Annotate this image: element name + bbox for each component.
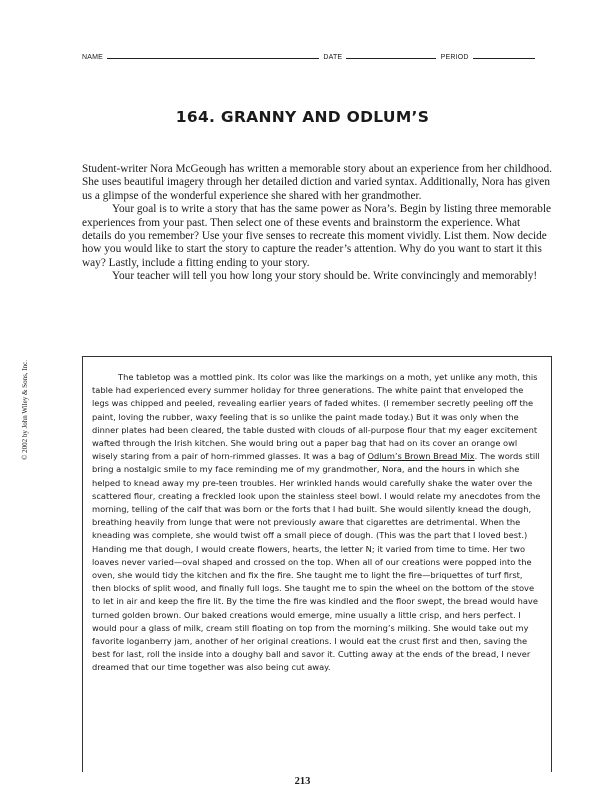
- period-line[interactable]: [473, 58, 535, 59]
- intro-paragraph-2: Your goal is to write a story that has the same power as Nora’s. Begin by listing three memorable experiences from your past. Then select one of these events and brainstorm the experience. What details do you remember? Use your five senses to recreate this moment vividly. List them. Now decide how you would like to start the story to capture the reader’s attention. Why do you want to start it this way? Lastly, include a fitting ending to your story.: [82, 203, 552, 269]
- student-story: [92, 371, 542, 675]
- intro-paragraph-1: Student-writer Nora McGeough has written a memorable story about an experience from her childhood. She uses beautiful imagery through her detailed diction and varied syntax. Additionally, Nora has given us a glimpse of the wonderful experience she shared with her grandmother.: [82, 163, 552, 202]
- name-label: NAME: [82, 54, 104, 61]
- period-label: PERIOD: [440, 54, 469, 61]
- story-part-1: The tabletop was a mottled pink. Its color was like the markings on a moth, yet unlike any moth, this table had experienced every summer holiday for three generations. The white paint that enveloped the legs was chipped and peeled, revealing earlier years of faded whites. (I remember secretly peeling off the paint, loving the rubber, waxy feeling that is so unlike the paint made today.) But it was only when the dinner plates had been cleared, the table dusted with clouds of all-purpose flour that my eager excitement wafted through the Irish kitchen. She would bring out a paper bag that had on its cover an orange owl wisely staring from a pair of horn-rimmed glasses. It was a bag of: [92, 372, 538, 462]
- name-line[interactable]: [107, 58, 319, 59]
- page-number: 213: [294, 776, 311, 787]
- story-box: [82, 356, 552, 772]
- header-fields: [82, 54, 552, 61]
- intro-paragraph-3: Your teacher will tell you how long your story should be. Write convincingly and memorably!: [112, 270, 538, 283]
- brand-name: Odlum’s Brown Bread Mix: [367, 451, 475, 462]
- intro-text: [82, 163, 552, 284]
- date-label: DATE: [323, 54, 343, 61]
- story-part-2: . The words still bring a nostalgic smile to my face reminding me of my grandmother, Nora, and the hours in which she helped to knead away my pre-teen troubles. Her wrinkled hands would carefully shake the water over the scattered flour, creating a freckled look upon the stainless steel bowl. I would relate my anecdotes from the morning, telling of the calf that was born or the forts that I had built. She would silently knead the dough, breathing heavily from lunge that were not previously aware that cigarettes are detrimental. When the kneading was complete, she would twist off a small piece of dough. (This was the part that I loved best.) Handing me that dough, I would create flowers, hearts, the letter N; it varied from time to time. Her two loaves never varied—oval shaped and crossed on the top. When all of our creations were popped into the oven, she would tidy the kitchen and fix the fire. She taught me to light the fire—briquettes of turf first, then blocks of split wood, and finally full logs. She taught me to spin the wheel on the bottom of the stove to let in air and keep the fire lit. By the time the fire was kindled and the floor swept, the bread would have turned golden brown. Our baked creations would emerge, mine usually a little crisp, and hers perfect. I would pour a glass of milk, cream still floating on top from the morning’s milking. She would take out my favorite loganberry jam, another of her original creations. I would eat the crust first and then, saving the best for last, roll the inside into a doughy ball and savor it. Cutting away at the ends of the bread, I never dreamed that our time together was also being cut away.: [92, 451, 541, 673]
- date-line[interactable]: [346, 58, 436, 59]
- page-title: 164. GRANNY AND ODLUM’S: [175, 108, 430, 126]
- copyright-notice: © 2002 by John Wiley & Sons, Inc.: [21, 360, 29, 460]
